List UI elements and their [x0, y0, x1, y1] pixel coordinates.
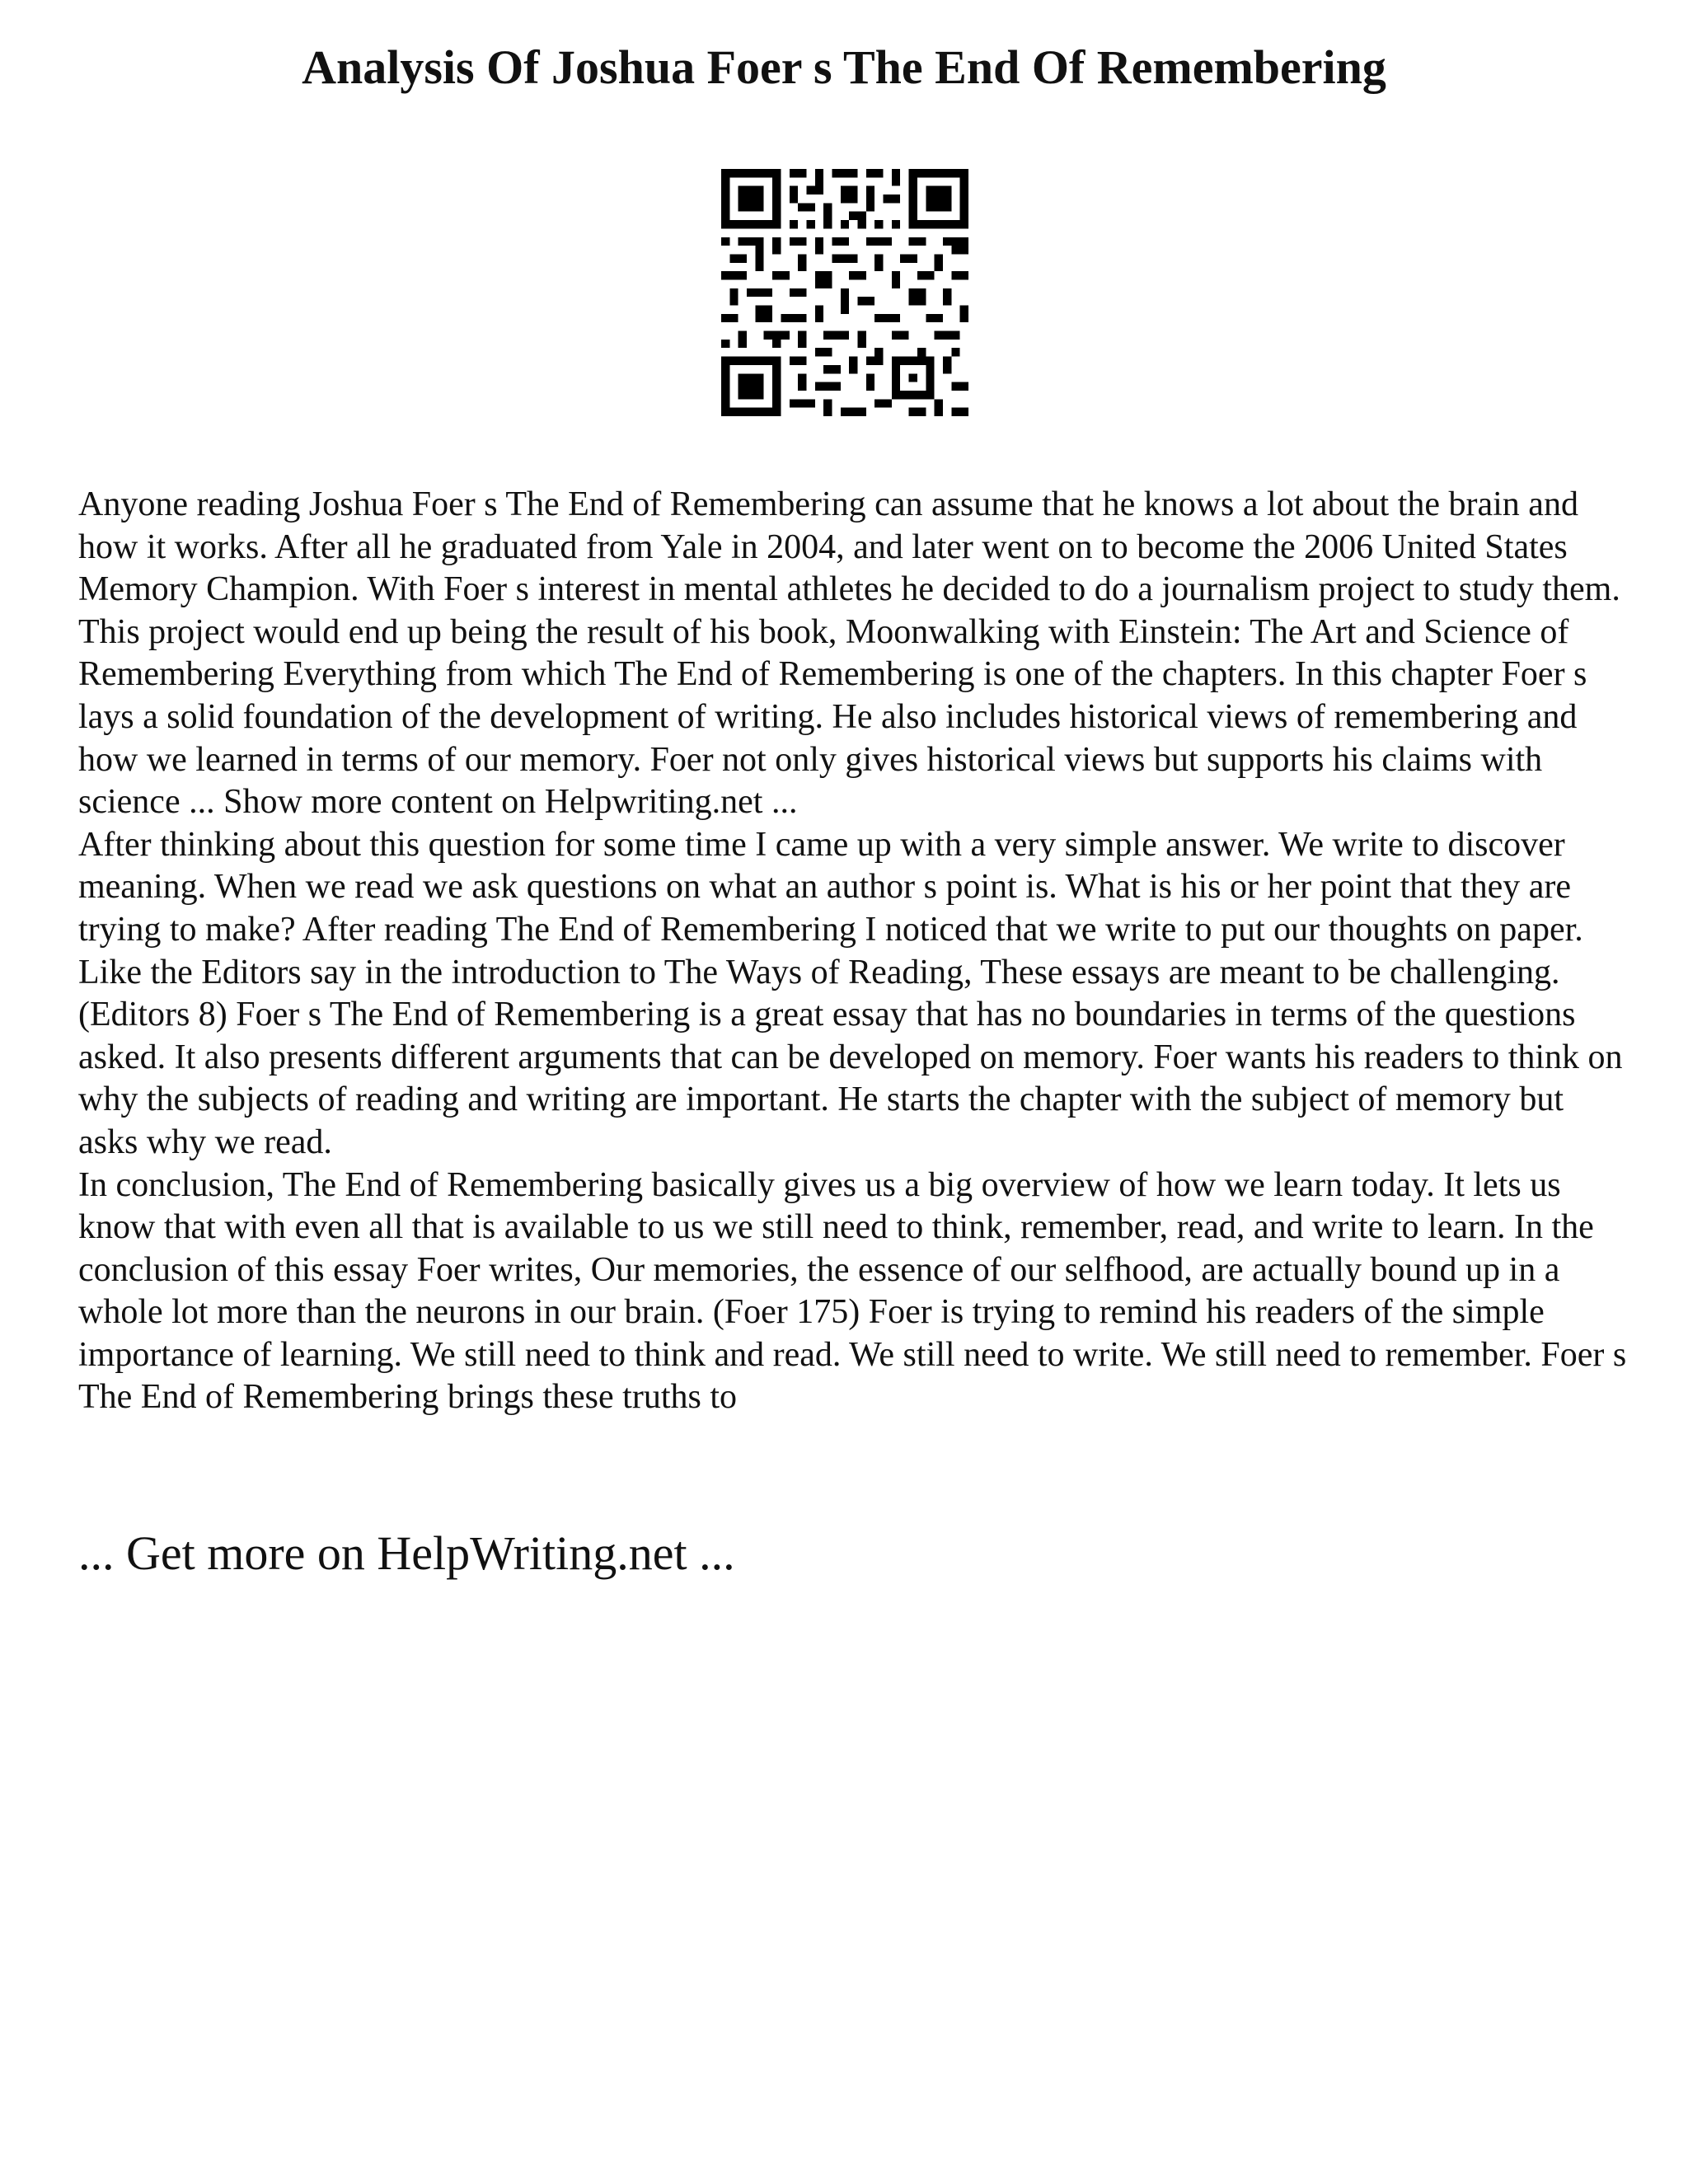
- essay-paragraph-3: In conclusion, The End of Remembering basically gives us a big overview of how we learn today. It lets us know that with even all that is available to us we still need to think, remember, read, and write to learn. In the conclusion of this essay Foer writes, Our memories, the essence of our selfhood, are actually bound up in a whole lot more than the neurons in our brain. (Foer 175) Foer is trying to remind his readers of the simple importance of learning. We still need to think and read. We still need to write. We still need to remember. Foer s The End of Remembering brings these truths to: [78, 1165, 1627, 1417]
- essay-paragraph-2: After thinking about this question for some time I came up with a very simple answer. We write to discover meaning. When we read we ask questions on what an author s point is. What is his or her point that they are trying to make? After reading The End of Remembering I noticed that we write to put our thoughts on paper. Like the Editors say in the introduction to The Ways of Reading, These essays are meant to be challenging. (Editors 8) Foer s The End of Remembering is a great essay that has no boundaries in terms of the questions asked. It also presents different arguments that can be developed on memory. Foer wants his readers to think on why the subjects of reading and writing are important. He starts the chapter with the subject of memory but asks why we read.: [78, 825, 1623, 1161]
- get-more-link[interactable]: ... Get more on HelpWriting.net ...: [78, 1526, 735, 1580]
- document-title: Analysis Of Joshua Foer s The End Of Remembering: [302, 40, 1386, 94]
- qr-code-icon: [721, 169, 968, 416]
- essay-body: [78, 484, 1628, 1419]
- essay-paragraph-1: Anyone reading Joshua Foer s The End of Remembering can assume that he knows a lot about the brain and how it works. After all he graduated from Yale in 2004, and later went on to become the 2006 United States Memory Champion. With Foer s interest in mental athletes he decided to do a journalism project to study them. This project would end up being the result of his book, Moonwalking with Einstein: The Art and Science of Remembering Everything from which The End of Remembering is one of the chapters. In this chapter Foer s lays a solid foundation of the development of writing. He also includes historical views of remembering and how we learned in terms of our memory. Foer not only gives historical views but supports his claims with science ... Show more content on Helpwriting.net ...: [78, 485, 1620, 822]
